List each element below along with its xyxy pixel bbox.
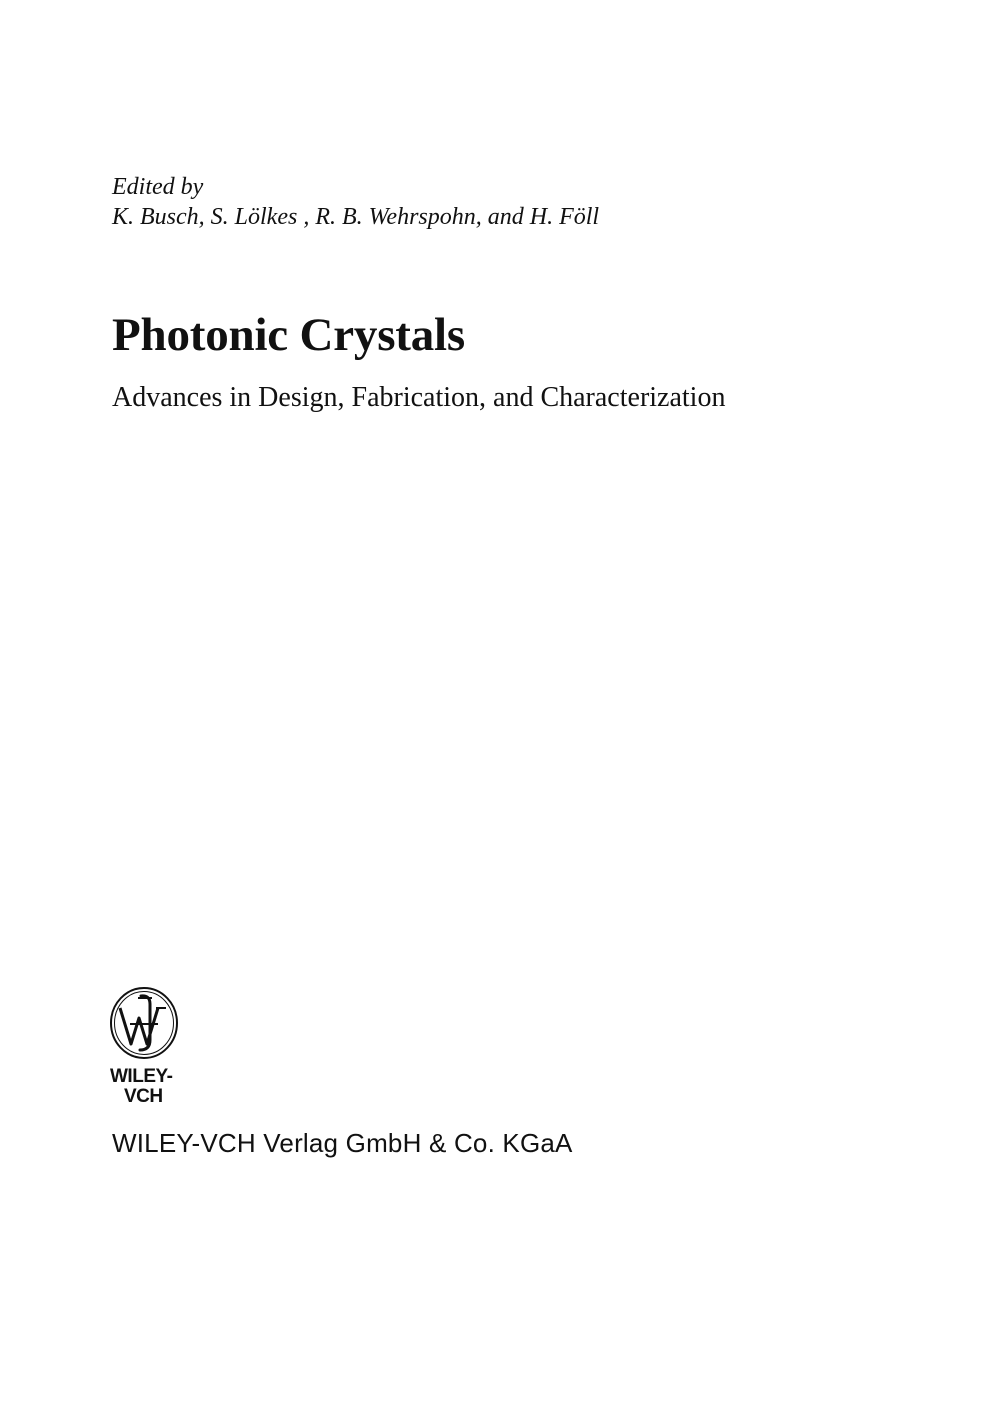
wiley-seal-icon <box>106 984 188 1064</box>
book-title: Photonic Crystals <box>112 309 466 361</box>
logo-text-line1: WILEY- <box>110 1066 173 1087</box>
publisher-name: WILEY-VCH Verlag GmbH & Co. KGaA <box>112 1128 573 1158</box>
logo-text-line2: VCH <box>124 1086 163 1107</box>
book-subtitle: Advances in Design, Fabrication, and Characterization <box>112 382 726 413</box>
edited-by-label: Edited by <box>112 174 204 200</box>
editors-list: K. Busch, S. Lölkes , R. B. Wehrspohn, and H. Föll <box>112 204 600 230</box>
